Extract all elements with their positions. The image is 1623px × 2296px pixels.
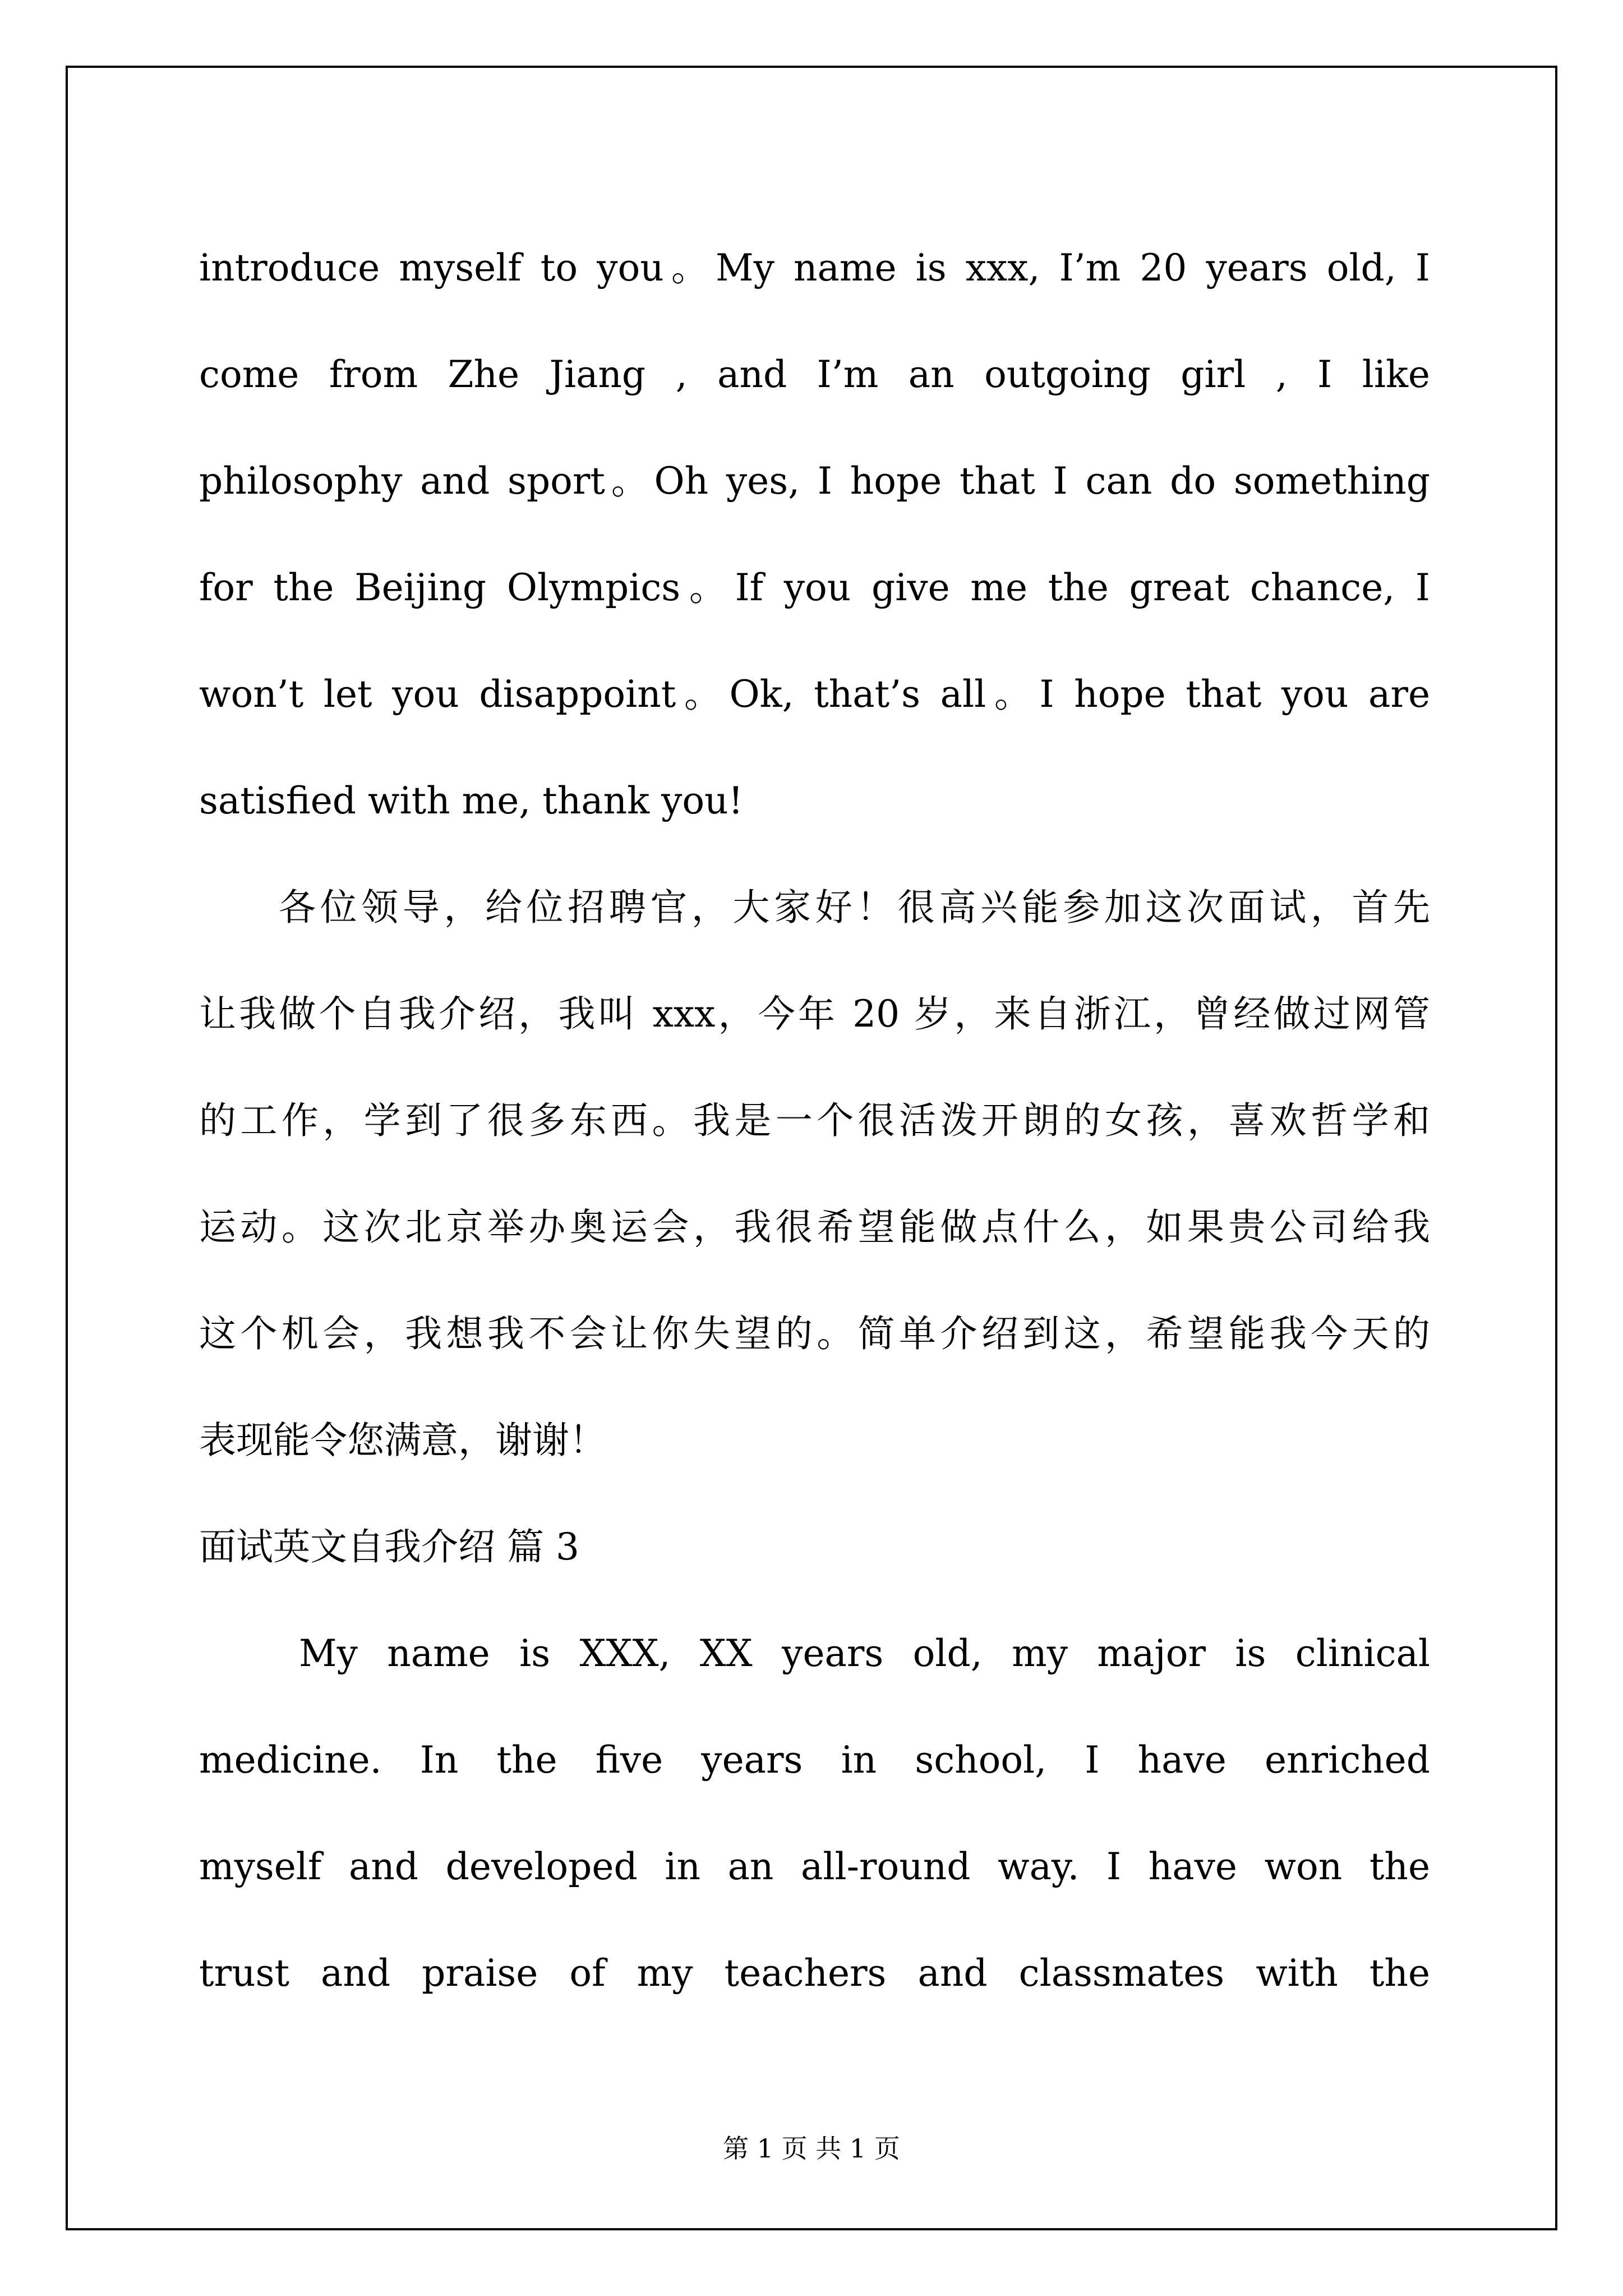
- text-line: 运动。这次北京举办奥运会，我很希望能做点什么，如果贵公司给我: [199, 1205, 1430, 1249]
- text-line: introduce myself to you。My name is xxx, I’m 20 years old, I: [199, 246, 1430, 289]
- text-line: satisfied with me, thank you!: [199, 779, 744, 822]
- text-line: trust and praise of my teachers and classmates with the: [199, 1952, 1430, 1995]
- text-line: for the Beijing Olympics。If you give me the great chance, I: [199, 566, 1430, 609]
- text-line: philosophy and sport。Oh yes, I hope that I can do something: [199, 459, 1430, 503]
- text-line: 让我做个自我介绍，我叫 xxx，今年 20 岁，来自浙江，曾经做过网管: [199, 992, 1430, 1036]
- text-line: medicine. In the five years in school, I have enriched: [199, 1738, 1430, 1782]
- english-paragraph-2: [199, 1600, 1430, 2027]
- text-line: 的工作，学到了很多东西。我是一个很活泼开朗的女孩，喜欢哲学和: [199, 1099, 1430, 1142]
- page-footer: 第 1 页 共 1 页: [723, 2133, 900, 2164]
- chinese-paragraph: [199, 854, 1430, 1494]
- text-line: come from Zhe Jiang , and I’m an outgoing girl , I like: [199, 353, 1430, 396]
- text-line: myself and developed in an all-round way. I have won the: [199, 1845, 1430, 1888]
- text-line: 各位领导，给位招聘官，大家好！很高兴能参加这次面试，首先: [279, 886, 1430, 929]
- english-paragraph-1: [199, 215, 1430, 854]
- text-line: won’t let you disappoint。Ok, that’s all。I hope that you are: [199, 673, 1430, 716]
- document-body: [199, 215, 1430, 2027]
- section-heading: 面试英文自我介绍 篇 3: [199, 1525, 579, 1568]
- text-line: 表现能令您满意，谢谢！: [199, 1419, 606, 1462]
- text-line: 这个机会，我想我不会让你失望的。简单介绍到这，希望能我今天的: [199, 1312, 1430, 1355]
- text-line: My name is XXX, XX years old, my major is clinical: [299, 1632, 1430, 1675]
